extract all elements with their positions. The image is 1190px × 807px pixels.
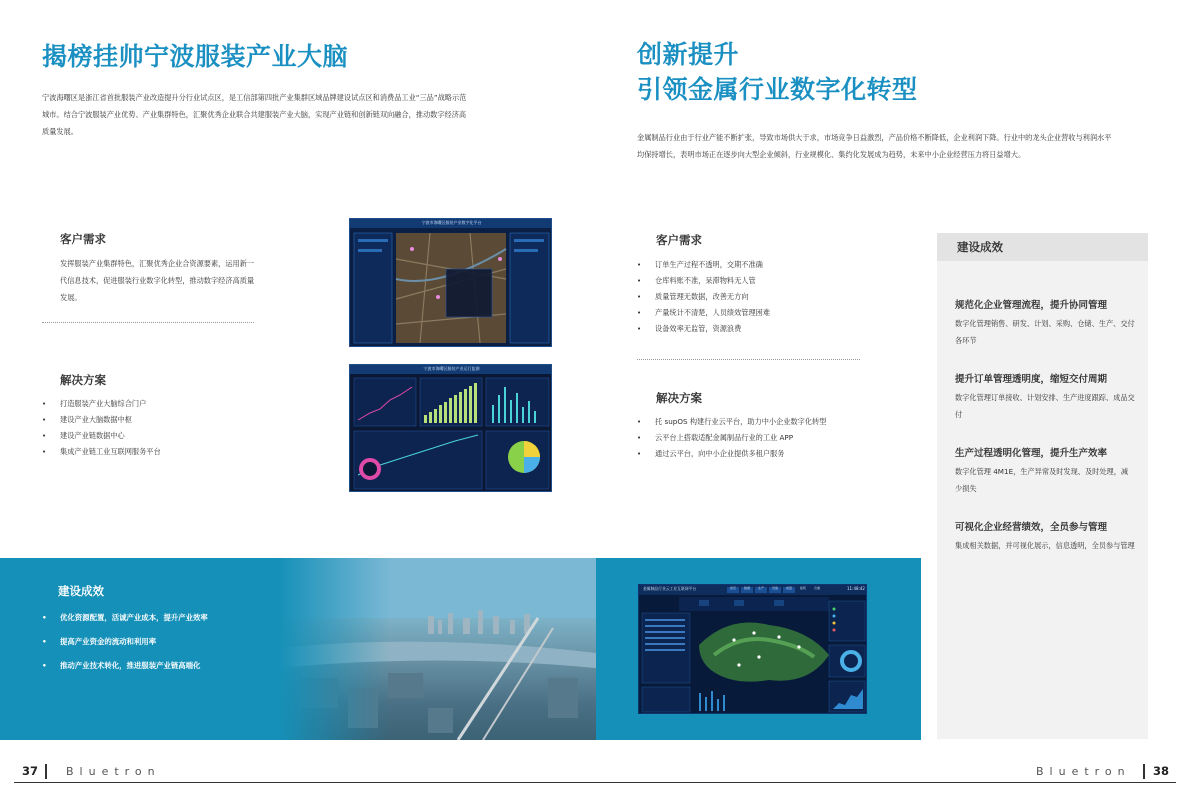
- left-divider: [42, 322, 254, 323]
- right-footer-brand: Bluetron: [1036, 765, 1131, 778]
- list-item: • 仓库料账不准，呆滞物料无人管: [637, 273, 907, 289]
- list-item: • 推动产业技术转化，推进服装产业链高端化: [42, 654, 342, 678]
- right-page-title-line1: 创新提升: [637, 40, 740, 69]
- right-solution-list: [637, 414, 917, 462]
- right-needs-list: [637, 257, 907, 337]
- list-item: • 集成产业链工业互联网服务平台: [42, 444, 272, 460]
- analytics-dashboard-image: [349, 364, 552, 492]
- left-needs-text: 发挥服装产业集群特色，汇聚优秀企业合资源要素，运用新一代信息技术，促进服装行业数字化转型，推动数字经济高质量发展。: [60, 259, 255, 302]
- tab-energy: 能耗: [799, 586, 806, 590]
- metal-dashboard-tabs: [727, 586, 823, 590]
- left-page-title: 揭榜挂帅宁波服装产业大脑: [42, 42, 349, 71]
- left-results-list: [42, 606, 342, 678]
- left-intro-text: 宁波海曙区是浙江省首批服装产业改造提升分行业试点区，是工信部第四批产业集群区域品牌建设试点区和消费品工业“三品”战略示范城市。结合宁波服装产业优势、产业集群特色，汇聚优秀企业联合共建服装产业大脑，实现产业链和创新链双向融合，推动数字经济高质量发展。: [42, 93, 467, 136]
- list-item: • 建设产业链数据中心: [42, 428, 272, 444]
- left-solution-list: [42, 396, 272, 460]
- list-item: • 云平台上搭载适配金属制品行业的工业 APP: [637, 430, 917, 446]
- tab-equipment: 设备: [771, 586, 778, 590]
- tab-production: 生产: [757, 586, 764, 590]
- left-needs-title: 客户需求: [60, 232, 106, 246]
- right-page-number: 38: [1153, 764, 1170, 778]
- list-item: • 质量管理无数据，改善无方向: [637, 289, 907, 305]
- right-results-title: 建设成效: [937, 233, 1148, 261]
- map-dashboard-image: [349, 218, 552, 347]
- left-footer-bar: [45, 764, 47, 779]
- left-page-number: 37: [22, 764, 39, 778]
- metal-cloud-dashboard-image: [638, 584, 867, 714]
- tab-warehouse: 仓储: [813, 586, 820, 590]
- right-intro-text: 金属制品行业由于行业产能不断扩张，导致市场供大于求，市场竞争日益激烈，产品价格不断降低，企业利润下降。行业中的龙头企业营收与利润水平均保持增长，表明市场正在逐步向大型企业倾斜，行业规模化、集约化发展成为趋势，未来中小企业经营压力将日益增大。: [637, 133, 1112, 159]
- tab-data: 数据: [743, 586, 750, 590]
- list-item: • 建设产业大脑数据中枢: [42, 412, 272, 428]
- list-item: • 提高产业资金的流动和利用率: [42, 630, 342, 654]
- left-solution-title: 解决方案: [60, 373, 106, 387]
- list-item: • 产量统计不清楚，人员绩效管理困难: [637, 305, 907, 321]
- right-results-card: [937, 233, 1148, 739]
- footer-rule: [14, 782, 1176, 783]
- list-item: • 打造服装产业大脑综合门户: [42, 396, 272, 412]
- result-title-4: 可视化企业经营绩效，全员参与管理: [955, 522, 1108, 533]
- right-divider: [637, 359, 860, 360]
- metal-dashboard-title: 金属制品行业云工业互联网平台: [643, 586, 697, 591]
- result-desc-3: 数字化管理 4M1E，生产异常及时发现、及时处理，减少损失: [955, 467, 1129, 493]
- list-item: • 优化资源配置，活诚产业成本，提升产业效率: [42, 606, 342, 630]
- right-solution-title: 解决方案: [656, 391, 702, 405]
- list-item: • 设备效率无监管，资源浪费: [637, 321, 907, 337]
- tab-quality: 质量: [785, 586, 792, 590]
- list-item: • 托 supOS 构建行业云平台，助力中小企业数字化转型: [637, 414, 917, 430]
- right-footer-bar: [1143, 764, 1145, 779]
- list-item: • 通过云平台，向中小企业提供多租户服务: [637, 446, 917, 462]
- result-title-3: 生产过程透明化管理，提升生产效率: [955, 448, 1108, 459]
- analytics-dashboard-title: 宁波市海曙区服装产业运行监测: [423, 366, 480, 371]
- metal-dashboard-time: 11:48:42: [847, 586, 865, 591]
- result-title-2: 提升订单管理透明度，缩短交付周期: [955, 374, 1108, 385]
- tab-home: 首页: [729, 586, 736, 590]
- left-results-title: 建设成效: [58, 584, 104, 598]
- result-title-1: 规范化企业管理流程，提升协同管理: [955, 300, 1108, 311]
- result-desc-4: 集成相关数据，并可视化展示，信息透明，全员参与管理: [955, 541, 1135, 550]
- list-item: • 订单生产过程不透明，交期不准确: [637, 257, 907, 273]
- right-needs-title: 客户需求: [656, 233, 702, 247]
- map-dashboard-title: 宁波市海曙区服装产业数字化平台: [421, 220, 482, 225]
- result-desc-1: 数字化管理销售、研发、计划、采购、仓储、生产、交付各环节: [955, 319, 1135, 345]
- left-footer-brand: Bluetron: [66, 765, 161, 778]
- right-page-title-line2: 引领金属行业数字化转型: [637, 75, 918, 104]
- result-desc-2: 数字化管理订单接收、计划安排、生产进度跟踪、成品交付: [955, 393, 1135, 419]
